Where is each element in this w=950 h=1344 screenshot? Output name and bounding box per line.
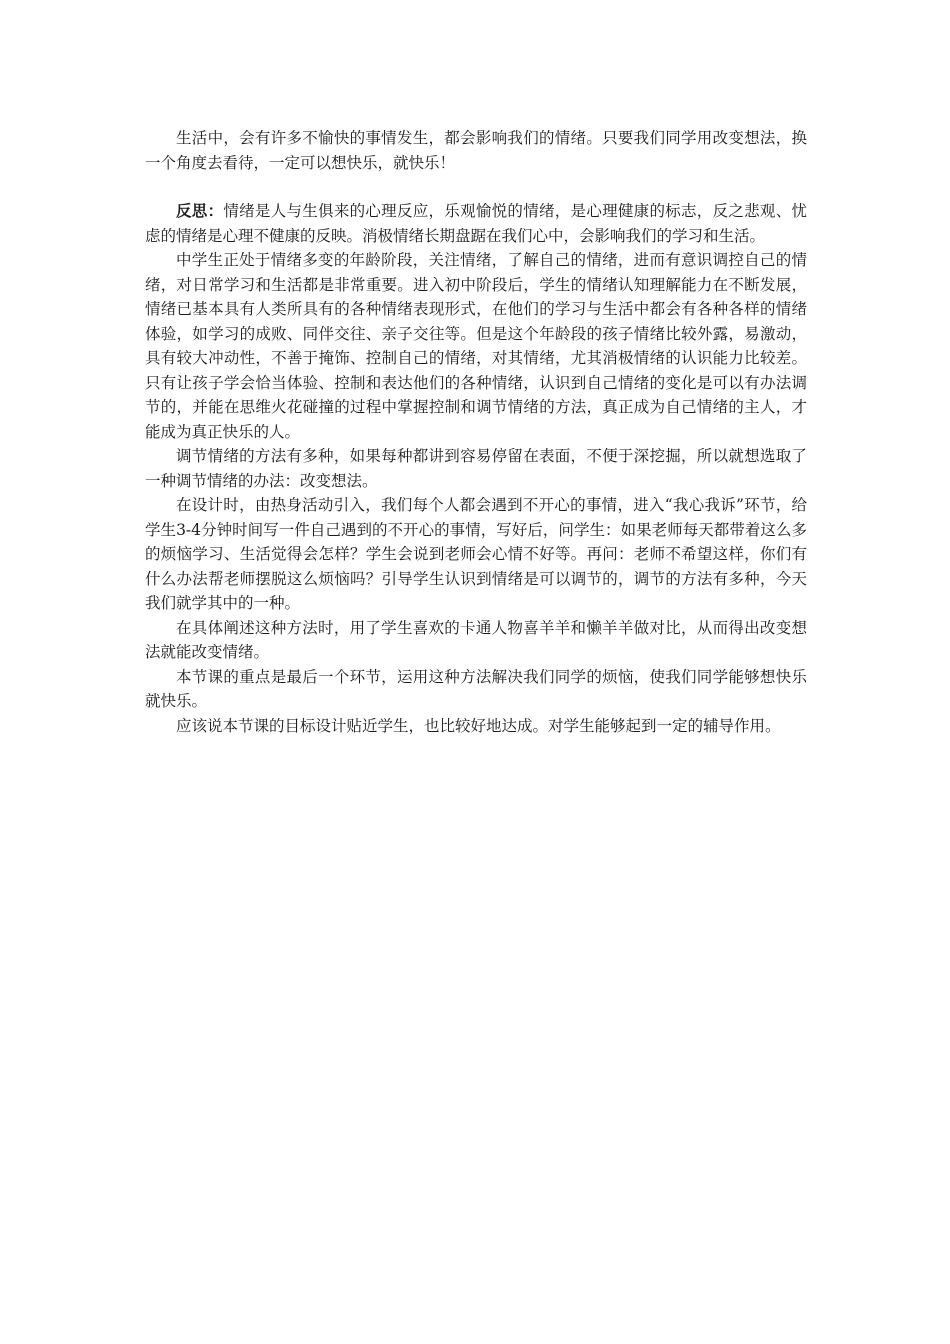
- reflection-text: 情绪是人与生俱来的心理反应，乐观愉悦的情绪，是心理健康的标志，反之悲观、忧虑的情绪是心理不健康的反映。消极情绪长期盘踞在我们心中，会影响我们的学习和生活。: [145, 202, 807, 245]
- body-paragraph-5: 本节课的重点是最后一个环节，运用这种方法解决我们同学的烦恼，使我们同学能够想快乐就快乐。: [145, 667, 807, 710]
- document-body: [145, 126, 807, 738]
- reflection-label: 反思：: [176, 201, 224, 220]
- body-paragraph-6: 应该说本节课的目标设计贴近学生，也比较好地达成。对学生能够起到一定的辅导作用。: [176, 716, 781, 735]
- body-paragraph-2: 调节情绪的方法有多种，如果每种都讲到容易停留在表面，不便于深挖掘，所以就想选取了一种调节情绪的办法：改变想法。: [145, 447, 807, 490]
- paragraph-spacer: [145, 175, 807, 199]
- body-paragraph-1: 中学生正处于情绪多变的年龄阶段，关注情绪，了解自己的情绪，进而有意识调控自己的情绪，对日常学习和生活都是非常重要。进入初中阶段后，学生的情绪认知理解能力在不断发展，情绪已基本具有人类所具有的各种情绪表现形式，在他们的学习与生活中都会有各种各样的情绪体验，如学习的成败、同伴交往、亲子交往等。但是这个年龄段的孩子情绪比较外露，易激动，具有较大冲动性，不善于掩饰、控制自己的情绪，对其情绪，尤其消极情绪的认识能力比较差。只有让孩子学会恰当体验、控制和表达他们的各种情绪，认识到自己情绪的变化是可以有办法调节的，并能在思维火花碰撞的过程中掌握控制和调节情绪的方法，真正成为自己情绪的主人，才能成为真正快乐的人。: [145, 251, 807, 441]
- body-paragraph-4: 在具体阐述这种方法时，用了学生喜欢的卡通人物喜羊羊和懒羊羊做对比，从而得出改变想法就能改变情绪。: [145, 618, 807, 661]
- reflection-paragraph: [145, 199, 807, 248]
- intro-paragraph: 生活中，会有许多不愉快的事情发生，都会影响我们的情绪。只要我们同学用改变想法，换一个角度去看待，一定可以想快乐，就快乐！: [145, 129, 807, 172]
- body-paragraph-3: 在设计时，由热身活动引入，我们每个人都会遇到不开心的事情，进入“我心我诉”环节，给学生3-4分钟时间写一件自己遇到的不开心的事情，写好后，问学生：如果老师每天都带着这么多的烦恼学习、生活觉得会怎样？学生会说到老师会心情不好等。再问：老师不希望这样，你们有什么办法帮老师摆脱这么烦恼吗？引导学生认识到情绪是可以调节的，调节的方法有多种，今天我们就学其中的一种。: [145, 496, 807, 612]
